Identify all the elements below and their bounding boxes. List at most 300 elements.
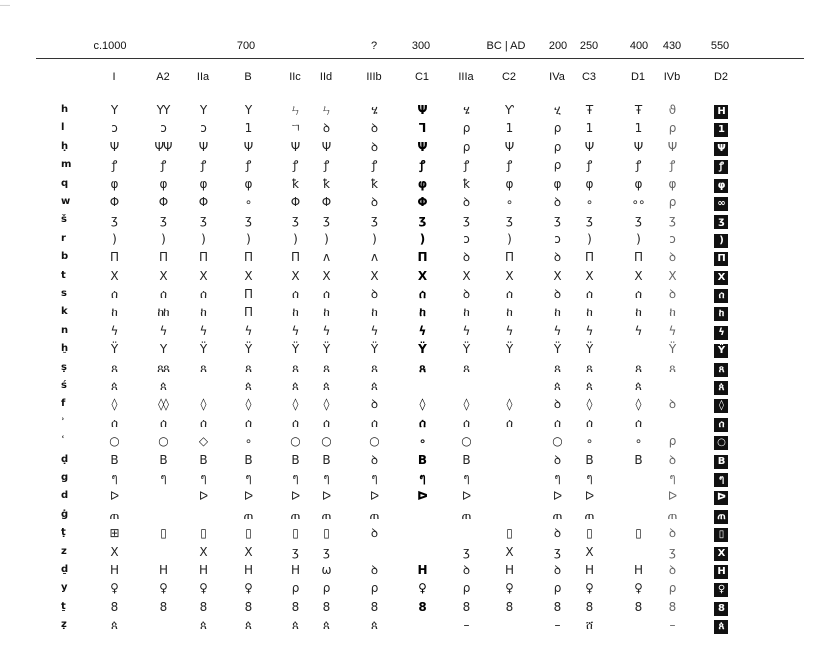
date-300: 300 <box>411 40 431 52</box>
glyph-cell: ጸ <box>585 360 593 375</box>
glyph-cell: ጸ <box>370 360 378 375</box>
glyph-cell: Ϋ <box>505 342 513 357</box>
table-row <box>0 120 827 136</box>
glyph-cell: ꝺ <box>553 526 561 541</box>
glyph-cell: ϟ <box>553 323 561 338</box>
table-row <box>0 488 827 504</box>
glyph-cell: ρ <box>553 158 561 173</box>
date-250: 250 <box>579 40 599 52</box>
glyph-cell: ♀ <box>634 581 642 596</box>
glyph-cell: Ϋ <box>244 342 252 357</box>
glyph-cell: H <box>417 563 427 577</box>
date-550: 550 <box>710 40 730 52</box>
glyph-cell: 8 <box>462 599 470 614</box>
glyph-cell: ሰ <box>418 287 426 301</box>
glyph-cell: ρ <box>668 121 676 136</box>
glyph-cell: B <box>110 452 118 467</box>
glyph-cell: ϟ <box>322 323 330 338</box>
glyph-cell: ጸ <box>634 360 642 375</box>
glyph-cell: B <box>291 452 299 467</box>
glyph-cell: ꝭ <box>371 158 377 173</box>
glyph-cell: ๆ <box>160 471 166 485</box>
glyph-cell: ▯ <box>586 526 592 541</box>
glyph-cell: 8 <box>159 599 167 614</box>
row-letter: d <box>61 490 69 502</box>
glyph-cell: ሰ <box>110 287 118 301</box>
glyph-cell: ◊ <box>245 397 251 412</box>
glyph-cell: ጰ <box>110 618 118 633</box>
column-header: B <box>244 71 252 83</box>
glyph-cell: 1 <box>634 121 642 136</box>
glyph-cell: Π <box>584 250 594 265</box>
glyph-cell: Ψ <box>417 139 427 154</box>
glyph-cell: ꝭ <box>323 158 329 173</box>
glyph-cell: ጰ <box>370 618 378 633</box>
glyph-cell: ከ <box>419 305 425 320</box>
glyph-cell: B <box>244 452 252 467</box>
glyph-cell: ∘ <box>634 434 642 449</box>
row-letter: r <box>61 232 66 244</box>
glyph-cell <box>714 304 728 321</box>
glyph-cell: 8 <box>244 599 252 614</box>
row-letter: ḏ <box>61 564 69 575</box>
glyph-cell: ሰ <box>291 287 299 301</box>
glyph-cell: ꝺ <box>370 121 378 136</box>
glyph-cell: – <box>463 618 469 633</box>
glyph-cell: 1 <box>244 121 252 136</box>
glyph-cell: ꝺ <box>553 250 561 265</box>
glyph-cell: ጸ <box>668 360 676 375</box>
table-row <box>0 525 827 541</box>
glyph-cell: H <box>633 563 643 577</box>
glyph-cell: ) <box>246 231 250 246</box>
glyph-cell <box>714 544 728 561</box>
row-letter: q <box>61 177 69 189</box>
glyph-cell: ꝭ <box>419 158 425 173</box>
glyph-cell: φ <box>417 176 427 191</box>
glyph-cell: 8 <box>585 599 593 614</box>
glyph-cell: ϟ <box>634 323 642 338</box>
glyph-cell: ϟ <box>199 323 207 338</box>
table-row <box>0 139 827 155</box>
glyph-cell: ᐅ <box>243 489 253 504</box>
glyph-cell: φ <box>199 176 207 191</box>
glyph-cell: ʒ <box>111 213 117 228</box>
glyph-cell: ▯ <box>292 526 298 541</box>
glyph-cell: Ψ <box>584 139 594 154</box>
glyph-cell: ▯ <box>323 526 329 541</box>
glyph-cell: ○ <box>552 434 562 449</box>
d2-glyph-block: ሰ <box>714 418 728 432</box>
glyph-cell: ๆ <box>586 471 592 485</box>
glyph-cell: ๆ <box>323 471 329 485</box>
glyph-cell: ๆ <box>245 471 251 485</box>
glyph-cell: ꝺ <box>370 195 378 209</box>
glyph-cell: ) <box>587 231 591 246</box>
glyph-cell: ◊ <box>463 397 469 412</box>
glyph-cell: ꝭ <box>160 158 166 173</box>
glyph-cell: Y <box>110 103 118 117</box>
glyph-cell: ○ <box>321 434 331 449</box>
glyph-cell: ᐅ <box>198 489 208 504</box>
glyph-cell: ሸ <box>585 618 593 633</box>
glyph-cell: ω <box>321 563 331 577</box>
glyph-cell: ᐅ <box>584 489 594 504</box>
glyph-cell: ጸ <box>418 360 426 375</box>
glyph-cell: φ <box>553 176 561 191</box>
glyph-cell: ๆ <box>554 471 560 485</box>
glyph-cell: ↄ <box>200 121 206 136</box>
glyph-cell: Π <box>290 250 300 265</box>
glyph-cell: Ψ <box>417 103 427 117</box>
table-row <box>0 378 827 394</box>
glyph-cell: ○ <box>290 434 300 449</box>
glyph-cell: ϟ <box>462 323 470 338</box>
d2-glyph-block: ▯ <box>714 528 728 542</box>
glyph-cell: ꝭ <box>463 158 469 173</box>
glyph-cell <box>714 507 728 524</box>
glyph-cell: Φ <box>158 195 168 209</box>
glyph-cell: ከ <box>554 305 560 320</box>
column-header: IVb <box>663 71 681 83</box>
glyph-cell: ከ <box>371 305 377 320</box>
glyph-cell: ʒ <box>200 213 206 228</box>
row-letter: k <box>61 306 68 318</box>
row-letter: g <box>61 472 69 483</box>
glyph-cell: ϟ <box>159 323 167 338</box>
glyph-cell: ʒ <box>506 213 512 228</box>
glyph-cell: ጸ <box>462 360 470 375</box>
glyph-cell: ๆ <box>371 471 377 485</box>
glyph-cell: X <box>462 268 470 283</box>
glyph-cell: ρ <box>553 139 561 154</box>
glyph-cell: ጸ <box>322 360 330 375</box>
glyph-cell: ϑ <box>668 103 676 117</box>
glyph-cell: Ϋ <box>370 342 378 357</box>
glyph-cell: ጰ <box>159 379 167 393</box>
glyph-cell: ጰ <box>244 618 252 633</box>
glyph-cell: X <box>668 268 676 283</box>
glyph-cell: ጰ <box>370 379 378 393</box>
column-header-row <box>0 69 827 85</box>
glyph-cell: X <box>159 268 167 283</box>
glyph-cell: 8 <box>322 599 330 614</box>
glyph-cell: ) <box>636 231 640 246</box>
glyph-cell <box>714 360 728 377</box>
glyph-cell: ϟ <box>291 323 299 338</box>
glyph-cell <box>714 378 728 395</box>
glyph-cell: ከከ <box>157 305 169 320</box>
column-header: C1 <box>414 71 430 83</box>
row-letter: ṭ <box>61 527 66 539</box>
glyph-cell: X <box>322 268 330 283</box>
table-row <box>0 341 827 357</box>
glyph-cell: ○ <box>109 434 119 449</box>
column-header: IIc <box>289 71 301 83</box>
glyph-cell: ◊ <box>506 397 512 412</box>
glyph-cell <box>714 470 728 487</box>
glyph-cell: ᐅ <box>109 489 119 504</box>
row-letter: m <box>61 159 72 171</box>
table-row <box>0 617 827 633</box>
glyph-cell: ሰ <box>322 287 330 301</box>
glyph-cell: ρ <box>668 434 676 449</box>
glyph-cell: φ <box>505 176 513 191</box>
glyph-cell: ϟ <box>370 323 378 338</box>
glyph-cell: φ <box>244 176 252 191</box>
date-header-row <box>0 38 827 54</box>
glyph-cell: ሰ <box>505 287 513 301</box>
glyph-cell: B <box>462 452 470 467</box>
glyph-cell: ϟ <box>585 323 593 338</box>
glyph-cell: ꝭ <box>506 158 512 173</box>
glyph-cell: ጠ <box>109 507 119 522</box>
glyph-cell: 8 <box>199 599 207 614</box>
d2-glyph-block: ◊ <box>714 399 728 413</box>
glyph-cell: – <box>669 618 675 633</box>
glyph-cell: ꝺ <box>322 121 330 136</box>
glyph-cell: ㄣ <box>320 103 332 117</box>
table-row <box>0 102 827 118</box>
glyph-cell: ꝺ <box>553 195 561 209</box>
glyph-cell: Π <box>198 250 208 265</box>
glyph-cell: 8 <box>634 599 642 614</box>
glyph-cell: Ϋ <box>462 342 470 357</box>
glyph-cell: ♀ <box>244 581 252 596</box>
row-letter: ġ <box>61 508 69 520</box>
glyph-cell: Π <box>243 250 253 265</box>
glyph-cell <box>714 139 728 156</box>
glyph-cell: X <box>199 268 207 283</box>
glyph-cell <box>714 157 728 174</box>
glyph-cell: 1 <box>505 121 513 136</box>
d2-glyph-block: ϟ <box>714 326 728 340</box>
glyph-cell: ጰ <box>244 379 252 393</box>
glyph-cell: ጠ <box>461 507 471 522</box>
glyph-cell: ᐅ <box>369 489 379 504</box>
glyph-cell: ꝭ <box>200 158 206 173</box>
glyph-cell: Π <box>417 250 427 265</box>
glyph-cell: H <box>243 563 253 577</box>
glyph-cell: ꝺ <box>370 563 378 577</box>
date-c1000: c.1000 <box>93 40 127 52</box>
glyph-cell: ጰ <box>322 379 330 393</box>
row-letter: ḍ <box>61 453 69 465</box>
d2-glyph-block: ♀ <box>714 583 728 597</box>
row-letter: b <box>61 251 69 263</box>
glyph-cell: ꝺ <box>462 195 470 209</box>
glyph-cell: ʒ <box>554 544 560 559</box>
glyph-cell: ᐅ <box>667 489 677 504</box>
glyph-cell: ጰ <box>553 379 561 393</box>
glyph-cell: ጠ <box>369 507 379 522</box>
glyph-cell: ๆ <box>111 471 117 485</box>
glyph-cell: X <box>553 268 561 283</box>
glyph-cell: ◊ <box>200 397 206 412</box>
glyph-cell: Φ <box>321 195 331 209</box>
table-row <box>0 470 827 486</box>
glyph-cell: ∘ <box>585 195 593 209</box>
glyph-cell: ʒ <box>635 213 641 228</box>
glyph-cell: 8 <box>291 599 299 614</box>
glyph-cell: Π <box>633 250 643 265</box>
glyph-cell: H <box>109 563 119 577</box>
glyph-cell: ꝺ <box>668 452 676 467</box>
glyph-cell: ʒ <box>418 213 426 228</box>
glyph-cell: X <box>417 268 427 283</box>
d2-glyph-block: ) <box>714 234 728 248</box>
glyph-cell: 8 <box>553 599 561 614</box>
glyph-cell: ꝺ <box>370 397 378 412</box>
glyph-cell: X <box>370 268 378 283</box>
d2-glyph-block: B <box>714 455 728 469</box>
date-bc-ad: BC | AD <box>486 40 526 52</box>
glyph-cell: ʒ <box>554 213 560 228</box>
glyph-cell <box>714 562 728 579</box>
glyph-cell: ጸ <box>244 360 252 375</box>
glyph-cell: Ϋ <box>585 342 593 357</box>
glyph-cell: ጠ <box>552 507 562 522</box>
row-letter: f <box>61 398 66 410</box>
glyph-cell: ρ <box>370 581 378 596</box>
glyph-cell: ሰ <box>505 415 513 430</box>
glyph-cell: ከ <box>200 305 206 320</box>
glyph-cell: ϟ <box>418 323 426 338</box>
glyph-cell: ▯ <box>245 526 251 541</box>
glyph-cell: B <box>322 452 330 467</box>
glyph-cell: ♀ <box>199 581 207 596</box>
glyph-cell: ꝺ <box>462 250 470 265</box>
glyph-cell <box>714 580 728 597</box>
glyph-cell: H <box>158 563 168 577</box>
glyph-cell: ∘ <box>244 195 252 209</box>
glyph-cell: ↄ <box>669 231 675 246</box>
glyph-cell: 8 <box>668 599 676 614</box>
glyph-cell: Π <box>243 305 253 320</box>
glyph-cell: 8 <box>418 599 426 614</box>
glyph-cell: H <box>290 563 300 577</box>
glyph-cell: ከ <box>506 305 512 320</box>
glyph-cell: ꝭ <box>111 158 117 173</box>
glyph-cell: ሰ <box>585 415 593 430</box>
glyph-cell: ) <box>201 231 205 246</box>
glyph-cell <box>714 286 728 303</box>
glyph-cell: ◊ <box>586 397 592 412</box>
glyph-cell: ʒ <box>586 213 592 228</box>
glyph-cell: ሄ <box>463 103 469 117</box>
glyph-cell: ꝺ <box>553 287 561 301</box>
glyph-cell <box>714 323 728 340</box>
glyph-cell: ሰ <box>634 415 642 430</box>
row-letter: z <box>61 545 67 557</box>
glyph-cell: ᒣ <box>418 121 426 136</box>
column-header: I <box>112 71 116 83</box>
glyph-cell: ꝺ <box>668 397 676 412</box>
d2-glyph-block: Ψ <box>714 142 728 156</box>
table-row <box>0 194 827 210</box>
glyph-cell: ጠ <box>290 507 300 522</box>
table-row <box>0 415 827 431</box>
glyph-cell: ꝺ <box>553 563 561 577</box>
glyph-cell: 1 <box>585 121 593 136</box>
glyph-cell <box>714 488 728 505</box>
row-letter: ṣ <box>61 361 67 373</box>
glyph-cell: ʒ <box>669 544 675 559</box>
table-row <box>0 580 827 596</box>
glyph-cell: X <box>110 268 118 283</box>
glyph-cell: ጰ <box>291 618 299 633</box>
glyph-cell: H <box>198 563 208 577</box>
column-header: A2 <box>156 71 170 83</box>
table-row <box>0 304 827 320</box>
d2-glyph-block: ꝭ <box>714 160 728 174</box>
glyph-cell: B <box>417 452 427 467</box>
glyph-cell: ጰ <box>585 379 593 393</box>
glyph-cell: ጸጸ <box>156 360 170 375</box>
glyph-cell: 8 <box>110 599 118 614</box>
glyph-cell: ᐅ <box>321 489 331 504</box>
glyph-cell: ᐅ <box>552 489 562 504</box>
glyph-cell: ○ <box>158 434 168 449</box>
row-letter: ṯ <box>61 600 66 612</box>
glyph-cell: ◊◊ <box>158 397 168 412</box>
d2-glyph-block: ʒ <box>714 215 728 229</box>
glyph-cell: YY <box>156 103 170 117</box>
glyph-cell: Ϋ <box>418 342 426 357</box>
row-letter: ʿ <box>61 435 65 447</box>
glyph-cell: X <box>244 544 252 559</box>
glyph-cell: ꝁ <box>323 176 329 191</box>
glyph-cell: ꝭ <box>586 158 592 173</box>
glyph-cell: ) <box>293 231 297 246</box>
glyph-cell: X <box>110 544 118 559</box>
glyph-cell: ) <box>112 231 116 246</box>
glyph-cell: Π <box>109 250 119 265</box>
date-200: 200 <box>548 40 568 52</box>
glyph-cell: ▯ <box>506 526 512 541</box>
glyph-cell: φ <box>159 176 167 191</box>
glyph-cell: ρ <box>291 581 299 596</box>
date-700: 700 <box>236 40 256 52</box>
glyph-cell: ᐅ <box>461 489 471 504</box>
row-letter: l <box>61 122 65 134</box>
glyph-cell: ሰ <box>199 287 207 301</box>
glyph-cell: ጰ <box>110 379 118 393</box>
glyph-cell: Ψ <box>109 139 119 154</box>
glyph-cell: ሂ <box>554 103 560 117</box>
glyph-cell: ๆ <box>292 471 298 485</box>
glyph-cell: ጸ <box>291 360 299 375</box>
table-row <box>0 249 827 265</box>
glyph-cell <box>714 396 728 413</box>
glyph-cell: X <box>505 544 513 559</box>
glyph-cell: ρ <box>322 581 330 596</box>
d2-glyph-block: Ϋ <box>714 344 728 358</box>
table-row <box>0 176 827 192</box>
glyph-cell: ◊ <box>419 397 425 412</box>
glyph-cell: Φ <box>109 195 119 209</box>
table-row <box>0 544 827 560</box>
column-header: C2 <box>501 71 517 83</box>
d2-glyph-block: ጸ <box>714 363 728 377</box>
glyph-cell: X <box>585 544 593 559</box>
glyph-cell: B <box>159 452 167 467</box>
glyph-cell: ሰ <box>244 415 252 430</box>
glyph-cell: ꝺ <box>370 287 378 301</box>
column-header: C3 <box>581 71 597 83</box>
corner-mark: — <box>0 0 10 11</box>
glyph-cell: ꝁ <box>371 176 377 191</box>
